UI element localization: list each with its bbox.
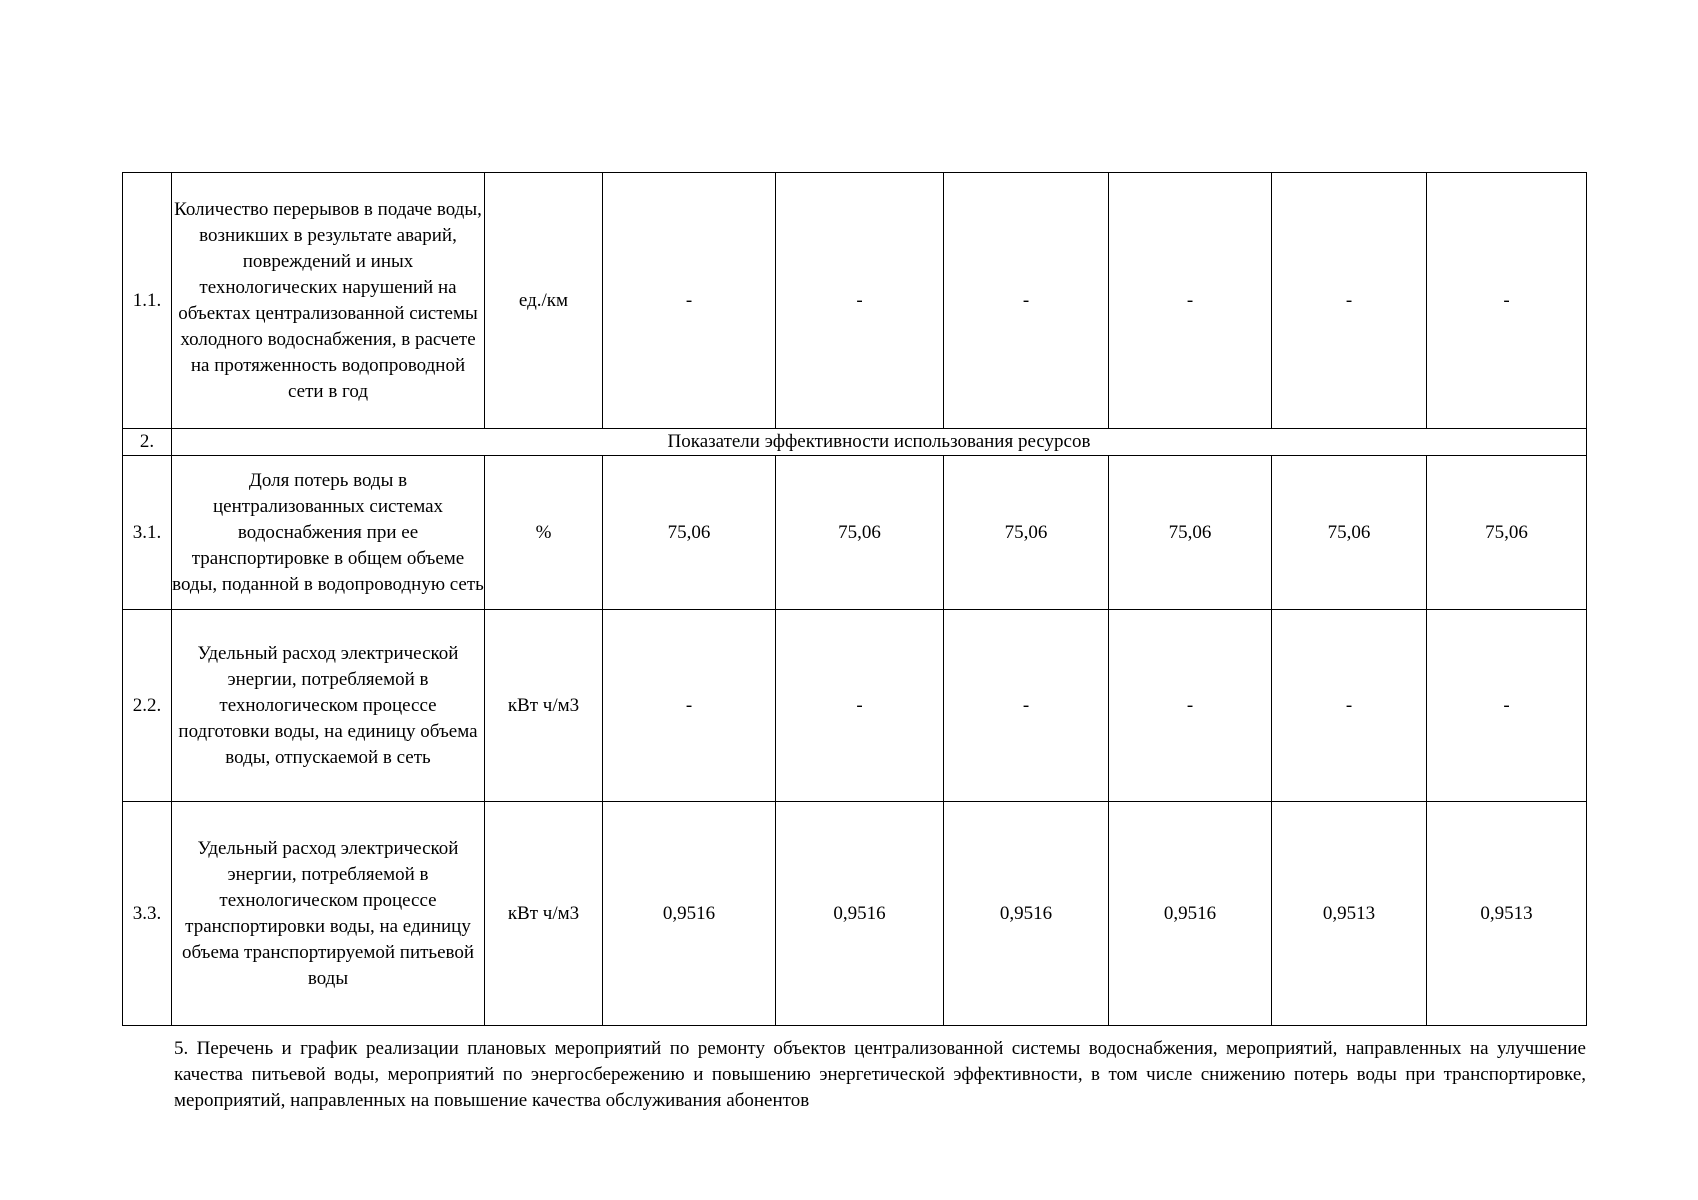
section-number: 2. [123, 429, 172, 456]
value-cell: - [1109, 173, 1272, 429]
value-cell: 75,06 [776, 456, 944, 610]
value-cell: 0,9516 [944, 802, 1109, 1026]
section-title: Показатели эффективности использования ресурсов [172, 429, 1587, 456]
table-row [123, 610, 1587, 802]
table-row [123, 173, 1587, 429]
section-five-heading: 5. Перечень и график реализации плановых мероприятий по ремонту объектов централизованной системы водоснабжения, мероприятий, направленных на улучшение качества питьевой воды, мероприятий по энергосбережению и повышению энергетической эффективности, в том числе снижению потерь воды при транспортировке, мероприятий, направленных на повышение качества обслуживания абонентов [174, 1038, 1586, 1111]
value-cell: - [1109, 610, 1272, 802]
value-cell: - [603, 173, 776, 429]
value-cell: 75,06 [1272, 456, 1427, 610]
unit-cell: % [485, 456, 603, 610]
indicator-description: Удельный расход электрической энергии, потребляемой в технологическом процессе транспортировки воды, на единицу объема транспортируемой питьевой воды [172, 802, 485, 1026]
value-cell: 0,9516 [603, 802, 776, 1026]
value-cell: - [776, 173, 944, 429]
value-cell: 0,9513 [1427, 802, 1587, 1026]
row-number: 3.3. [123, 802, 172, 1026]
table-row [123, 802, 1587, 1026]
value-cell: 75,06 [603, 456, 776, 610]
value-cell: 0,9516 [776, 802, 944, 1026]
row-number: 1.1. [123, 173, 172, 429]
value-cell: - [776, 610, 944, 802]
indicator-description: Количество перерывов в подаче воды, возникших в результате аварий, повреждений и иных технологических нарушений на объектах централизованной системы холодного водоснабжения, в расчете на протяженность водопроводной сети в год [172, 173, 485, 429]
value-cell: 75,06 [1427, 456, 1587, 610]
row-number: 3.1. [123, 456, 172, 610]
value-cell: 75,06 [1109, 456, 1272, 610]
value-cell: 0,9516 [1109, 802, 1272, 1026]
value-cell: - [1272, 610, 1427, 802]
indicators-table [122, 172, 1587, 1026]
indicator-description: Доля потерь воды в централизованных системах водоснабжения при ее транспортировке в общем объеме воды, поданной в водопроводную сеть [172, 456, 485, 610]
unit-cell: кВт ч/м3 [485, 802, 603, 1026]
table-row [123, 456, 1587, 610]
value-cell: - [603, 610, 776, 802]
value-cell: - [1427, 173, 1587, 429]
indicator-description: Удельный расход электрической энергии, потребляемой в технологическом процессе подготовки воды, на единицу объема воды, отпускаемой в сеть [172, 610, 485, 802]
row-number: 2.2. [123, 610, 172, 802]
section-header-row [123, 429, 1587, 456]
value-cell: - [944, 173, 1109, 429]
unit-cell: ед./км [485, 173, 603, 429]
unit-cell: кВт ч/м3 [485, 610, 603, 802]
value-cell: 0,9513 [1272, 802, 1427, 1026]
value-cell: - [1272, 173, 1427, 429]
value-cell: - [1427, 610, 1587, 802]
value-cell: 75,06 [944, 456, 1109, 610]
value-cell: - [944, 610, 1109, 802]
